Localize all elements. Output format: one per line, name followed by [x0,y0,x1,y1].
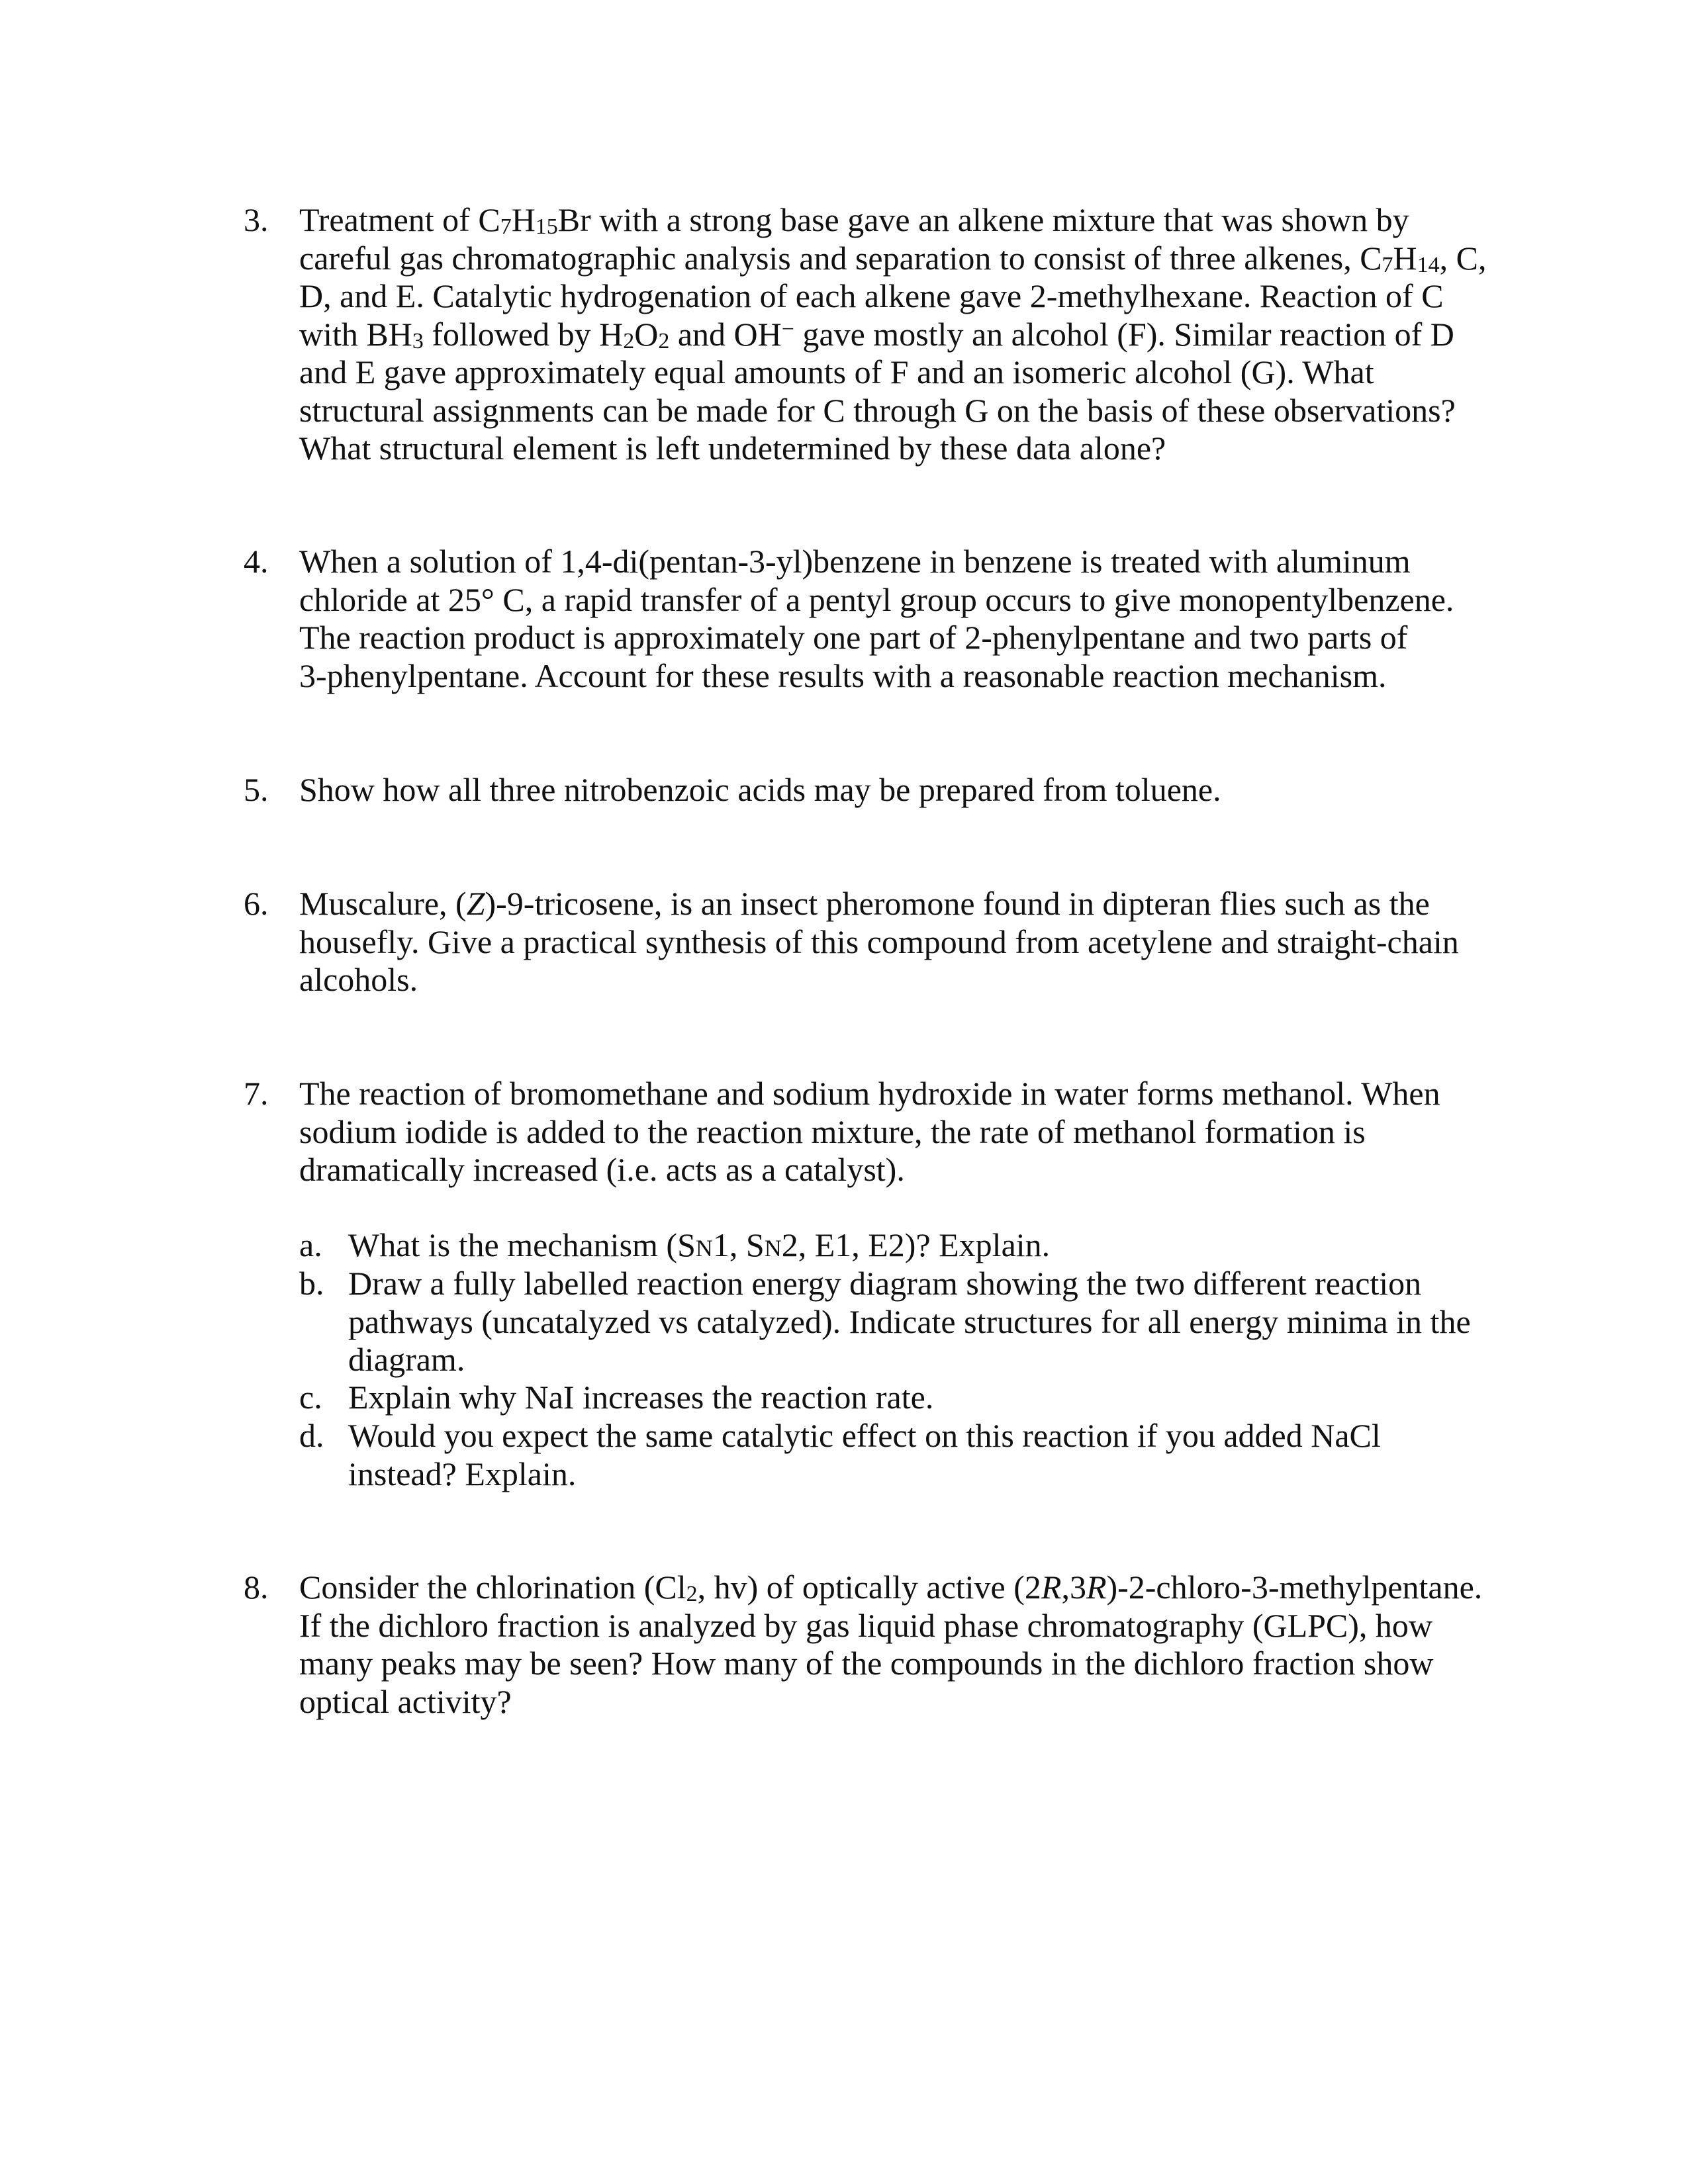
text-segment: 1, S [712,1226,765,1263]
text-line [299,1075,1440,1113]
text-segment: Br with a strong base gave an alkene mixture that was shown by [557,201,1409,238]
question-number: 6. [244,885,269,922]
text-segment: The reaction product is approximately one part of 2-phenylpentane and two parts of [299,619,1408,656]
text-segment: followed by H [423,315,624,353]
small-caps-text: N [764,1235,782,1261]
question-number: 3. [244,201,269,238]
text-segment: diagram. [348,1341,465,1378]
question-number: 8. [244,1569,269,1606]
text-line [348,1417,1381,1455]
text-segment: Would you expect the same catalytic effect on this reaction if you added NaCl [348,1417,1381,1454]
text-segment: What is the mechanism (S [348,1226,696,1263]
text-line [299,240,1487,278]
text-segment: If the dichloro fraction is analyzed by gas liquid phase chromatography (GLPC), how [299,1606,1433,1644]
text-line [299,1607,1482,1645]
small-caps-text: N [695,1235,713,1261]
subscript: 7 [500,214,512,239]
text-segment: , C, [1439,239,1487,277]
text-line [299,657,1454,696]
subscript: 7 [1382,252,1393,277]
text-line [299,961,1459,999]
part-letter: a. [299,1226,322,1263]
text-segment: H [1393,239,1417,277]
text-segment: housefly. Give a practical synthesis of this compound from acetylene and straight-chain [299,923,1459,960]
text-line [299,1645,1482,1683]
text-line [299,543,1454,581]
text-line [299,771,1221,809]
text-segment: O [634,315,659,353]
text-segment: )-2-chloro-3-methylpentane. [1106,1569,1483,1606]
part-text [348,1417,1381,1493]
subscript: 3 [412,328,424,353]
text-segment: chloride at 25° C, a rapid transfer of a pentyl group occurs to give monopentylbenzene. [299,580,1454,618]
subscript: 2 [686,1582,698,1606]
text-line [299,885,1459,923]
superscript: − [781,316,794,341]
text-line [299,277,1487,316]
text-segment: Explain why NaI increases the reaction rate. [348,1379,934,1416]
subscript: 2 [658,328,670,353]
text-segment: pathways (uncatalyzed vs catalyzed). Indicate structures for all energy minima in the [348,1302,1471,1340]
text-segment: Draw a fully labelled reaction energy diagram showing the two different reaction [348,1265,1422,1302]
text-segment: H [511,201,536,238]
question-text [299,1075,1440,1189]
text-segment: , hv) of optically active (2 [697,1569,1041,1606]
text-segment: ,3 [1061,1569,1086,1606]
text-line [299,1151,1440,1189]
part-text [348,1265,1471,1379]
text-segment: D, and E. Catalytic hydrogenation of each alkene gave 2-methylhexane. Reaction of C [299,277,1444,314]
italic-text: Z [466,885,485,922]
text-line [299,1569,1482,1607]
text-line [299,1683,1482,1721]
text-line [299,619,1454,657]
text-segment: When a solution of 1,4-di(pentan-3-yl)benzene in benzene is treated with aluminum [299,543,1411,580]
text-line [348,1341,1471,1379]
part-text [348,1226,1050,1265]
text-segment: with BH [299,315,412,353]
question-text [299,1569,1482,1721]
text-segment: )-9-tricosene, is an insect pheromone found in dipteran flies such as the [485,885,1430,922]
subscript: 14 [1417,252,1440,277]
part-letter: d. [299,1417,324,1454]
question-number: 5. [244,771,269,808]
text-line [299,923,1459,962]
text-segment: What structural element is left undetermined by these data alone? [299,430,1166,467]
text-segment: 2, E1, E2)? Explain. [781,1226,1051,1263]
question-text [299,771,1221,809]
text-segment: Treatment of C [299,201,500,238]
text-segment: structural assignments can be made for C through G on the basis of these observations? [299,391,1456,429]
question-text [299,885,1459,999]
text-segment: optical activity? [299,1682,512,1720]
question-number: 4. [244,543,269,580]
question-text [299,201,1487,468]
text-segment: 3-phenylpentane. Account for these results with a reasonable reaction mechanism. [299,657,1387,694]
text-line [348,1226,1050,1265]
part-letter: c. [299,1379,322,1416]
text-segment: instead? Explain. [348,1455,577,1492]
text-line [348,1265,1471,1303]
italic-text: R [1086,1569,1107,1606]
subscript: 15 [535,214,558,239]
question-number: 7. [244,1075,269,1112]
text-line [299,1113,1440,1152]
text-segment: alcohols. [299,961,418,998]
text-line [348,1379,933,1417]
text-line [299,392,1487,430]
part-text [348,1379,933,1417]
text-segment: Consider the chlorination (Cl [299,1569,686,1606]
text-segment: dramatically increased (i.e. acts as a catalyst). [299,1151,905,1188]
text-line [299,581,1454,619]
text-segment: sodium iodide is added to the reaction mixture, the rate of methanol formation is [299,1113,1366,1150]
italic-text: R [1041,1569,1062,1606]
text-line [299,353,1487,392]
text-segment: careful gas chromatographic analysis and separation to consist of three alkenes, C [299,239,1382,277]
part-letter: b. [299,1265,324,1302]
question-text [299,543,1454,695]
text-line [348,1303,1471,1342]
text-line [348,1455,1381,1494]
text-segment: many peaks may be seen? How many of the compounds in the dichloro fraction show [299,1645,1434,1682]
subscript: 2 [623,328,635,353]
text-segment: gave mostly an alcohol (F). Similar reaction of D [794,315,1454,353]
text-line [299,430,1487,468]
text-segment: and E gave approximately equal amounts of F and an isomeric alcohol (G). What [299,353,1374,390]
text-segment: Show how all three nitrobenzoic acids may be prepared from toluene. [299,771,1221,808]
text-line [299,201,1487,240]
text-line [299,316,1487,354]
text-segment: Muscalure, ( [299,885,467,922]
text-segment: The reaction of bromomethane and sodium hydroxide in water forms methanol. When [299,1075,1440,1112]
text-segment: and OH [669,315,782,353]
